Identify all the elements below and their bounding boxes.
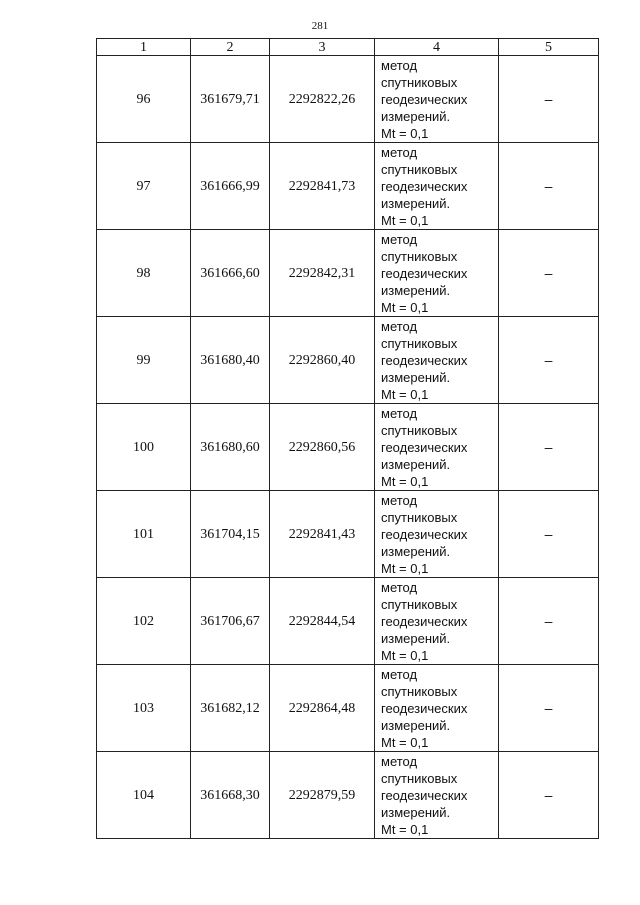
header-col-3: 3 xyxy=(270,39,375,56)
method-line: спутниковых xyxy=(381,770,458,786)
y-coordinate-cell: 2292841,73 xyxy=(270,143,375,230)
note-cell: – xyxy=(499,665,599,752)
method-line: измерений. xyxy=(381,195,451,211)
method-line: метод xyxy=(381,144,418,160)
point-number-cell: 99 xyxy=(97,317,191,404)
point-number-cell: 103 xyxy=(97,665,191,752)
method-cell xyxy=(375,317,499,404)
method-line: метод xyxy=(381,57,418,73)
y-coordinate-cell: 2292842,31 xyxy=(270,230,375,317)
method-line: метод xyxy=(381,492,418,508)
method-line: спутниковых xyxy=(381,683,458,699)
x-coordinate-cell: 361680,60 xyxy=(191,404,270,491)
x-coordinate-cell: 361704,15 xyxy=(191,491,270,578)
point-number-cell: 98 xyxy=(97,230,191,317)
method-line: метод xyxy=(381,666,418,682)
method-line: геодезических xyxy=(381,352,468,368)
method-line: спутниковых xyxy=(381,248,458,264)
method-cell xyxy=(375,230,499,317)
method-cell xyxy=(375,578,499,665)
method-line: измерений. xyxy=(381,282,451,298)
point-number-cell: 100 xyxy=(97,404,191,491)
header-col-4: 4 xyxy=(375,39,499,56)
note-cell: – xyxy=(499,578,599,665)
method-line: спутниковых xyxy=(381,335,458,351)
method-line: геодезических xyxy=(381,265,468,281)
y-coordinate-cell: 2292860,40 xyxy=(270,317,375,404)
y-coordinate-cell: 2292860,56 xyxy=(270,404,375,491)
method-line: метод xyxy=(381,753,418,769)
method-line: Mt = 0,1 xyxy=(381,647,429,663)
x-coordinate-cell: 361680,40 xyxy=(191,317,270,404)
table-row xyxy=(97,578,599,665)
method-line: геодезических xyxy=(381,700,468,716)
x-coordinate-cell: 361682,12 xyxy=(191,665,270,752)
x-coordinate-cell: 361679,71 xyxy=(191,56,270,143)
y-coordinate-cell: 2292844,54 xyxy=(270,578,375,665)
method-line: измерений. xyxy=(381,543,451,559)
table-row xyxy=(97,491,599,578)
point-number-cell: 97 xyxy=(97,143,191,230)
table-row xyxy=(97,752,599,839)
method-line: Mt = 0,1 xyxy=(381,299,429,315)
note-cell: – xyxy=(499,404,599,491)
note-cell: – xyxy=(499,491,599,578)
table-row xyxy=(97,317,599,404)
table-row xyxy=(97,56,599,143)
y-coordinate-cell: 2292822,26 xyxy=(270,56,375,143)
point-number-cell: 101 xyxy=(97,491,191,578)
method-line: геодезических xyxy=(381,613,468,629)
table-row xyxy=(97,665,599,752)
method-line: Mt = 0,1 xyxy=(381,125,429,141)
method-line: метод xyxy=(381,405,418,421)
method-cell xyxy=(375,143,499,230)
method-line: Mt = 0,1 xyxy=(381,212,429,228)
note-cell: – xyxy=(499,56,599,143)
point-number-cell: 104 xyxy=(97,752,191,839)
x-coordinate-cell: 361666,60 xyxy=(191,230,270,317)
method-line: измерений. xyxy=(381,108,451,124)
method-line: Mt = 0,1 xyxy=(381,473,429,489)
method-line: спутниковых xyxy=(381,161,458,177)
method-line: геодезических xyxy=(381,787,468,803)
method-cell xyxy=(375,491,499,578)
x-coordinate-cell: 361706,67 xyxy=(191,578,270,665)
method-line: геодезических xyxy=(381,439,468,455)
method-line: измерений. xyxy=(381,369,451,385)
method-line: Mt = 0,1 xyxy=(381,821,429,837)
table-row xyxy=(97,230,599,317)
point-number-cell: 96 xyxy=(97,56,191,143)
method-line: геодезических xyxy=(381,178,468,194)
header-col-5: 5 xyxy=(499,39,599,56)
y-coordinate-cell: 2292841,43 xyxy=(270,491,375,578)
coordinates-table xyxy=(96,38,599,839)
method-line: измерений. xyxy=(381,630,451,646)
table-row xyxy=(97,143,599,230)
method-line: измерений. xyxy=(381,804,451,820)
method-line: спутниковых xyxy=(381,422,458,438)
method-line: Mt = 0,1 xyxy=(381,386,429,402)
header-col-1: 1 xyxy=(97,39,191,56)
method-line: измерений. xyxy=(381,456,451,472)
y-coordinate-cell: 2292879,59 xyxy=(270,752,375,839)
note-cell: – xyxy=(499,317,599,404)
note-cell: – xyxy=(499,230,599,317)
table-row xyxy=(97,404,599,491)
method-line: Mt = 0,1 xyxy=(381,734,429,750)
note-cell: – xyxy=(499,752,599,839)
method-cell xyxy=(375,752,499,839)
x-coordinate-cell: 361668,30 xyxy=(191,752,270,839)
page-number: 281 xyxy=(311,20,329,32)
method-cell xyxy=(375,404,499,491)
method-line: метод xyxy=(381,318,418,334)
point-number-cell: 102 xyxy=(97,578,191,665)
method-line: спутниковых xyxy=(381,74,458,90)
method-line: спутниковых xyxy=(381,596,458,612)
y-coordinate-cell: 2292864,48 xyxy=(270,665,375,752)
method-line: метод xyxy=(381,231,418,247)
method-line: Mt = 0,1 xyxy=(381,560,429,576)
x-coordinate-cell: 361666,99 xyxy=(191,143,270,230)
method-line: спутниковых xyxy=(381,509,458,525)
method-cell xyxy=(375,56,499,143)
method-line: измерений. xyxy=(381,717,451,733)
method-line: геодезических xyxy=(381,91,468,107)
header-col-2: 2 xyxy=(191,39,270,56)
method-cell xyxy=(375,665,499,752)
note-cell: – xyxy=(499,143,599,230)
method-line: метод xyxy=(381,579,418,595)
method-line: геодезических xyxy=(381,526,468,542)
header-row xyxy=(97,39,599,56)
